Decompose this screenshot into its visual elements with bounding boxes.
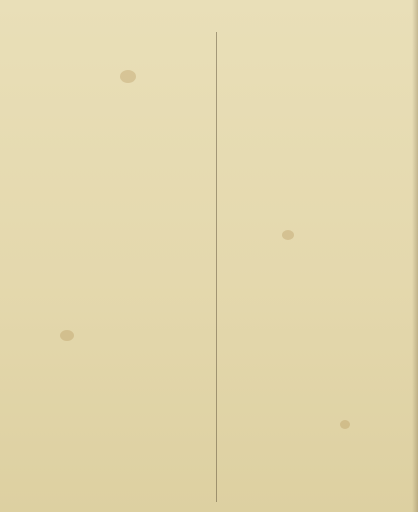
text-line xyxy=(34,105,212,115)
text-line xyxy=(34,353,212,363)
text-line xyxy=(34,124,212,134)
text-line xyxy=(34,214,212,224)
text-line xyxy=(222,229,408,239)
text-line xyxy=(34,413,212,423)
text-line xyxy=(222,467,408,477)
text-line xyxy=(222,90,408,100)
text-line xyxy=(34,164,212,174)
text-line xyxy=(34,154,212,164)
text-line xyxy=(34,303,212,313)
text-line xyxy=(222,328,408,338)
text-line xyxy=(222,199,408,209)
text-line xyxy=(222,378,408,388)
text-line xyxy=(34,55,212,65)
text-line xyxy=(222,179,408,189)
text-line xyxy=(34,423,212,433)
text-line xyxy=(34,244,212,254)
text-line xyxy=(222,298,408,308)
text-line xyxy=(222,129,408,139)
text-line xyxy=(34,442,212,452)
text-line xyxy=(34,85,212,95)
text-line xyxy=(34,403,212,413)
text-line xyxy=(34,343,212,353)
text-line xyxy=(222,368,408,378)
text-line xyxy=(222,30,408,40)
text-line xyxy=(34,383,212,393)
text-line xyxy=(34,75,212,85)
text-line xyxy=(222,269,408,279)
text-line xyxy=(222,398,408,408)
text-line xyxy=(222,437,408,447)
text-line xyxy=(222,110,408,120)
text-line xyxy=(222,457,408,467)
text-line xyxy=(222,80,408,90)
text-line xyxy=(222,447,408,457)
column-divider xyxy=(216,32,217,502)
text-line xyxy=(34,224,212,234)
text-line xyxy=(222,487,408,496)
text-line xyxy=(222,119,408,129)
text-line xyxy=(34,234,212,244)
text-line xyxy=(34,363,212,373)
text-line xyxy=(34,323,212,333)
page-edge-shadow xyxy=(412,0,418,512)
text-line xyxy=(222,318,408,328)
text-line xyxy=(222,477,408,487)
text-line xyxy=(34,274,212,284)
text-line xyxy=(34,174,212,184)
text-line xyxy=(222,239,408,249)
text-line xyxy=(222,418,408,428)
text-line xyxy=(34,462,212,472)
text-line xyxy=(222,338,408,348)
text-line xyxy=(34,35,212,45)
text-line xyxy=(222,189,408,199)
text-line xyxy=(34,115,212,125)
text-line xyxy=(222,348,408,358)
text-line xyxy=(34,204,212,214)
text-line xyxy=(34,45,212,55)
text-line xyxy=(222,139,408,149)
text-line xyxy=(34,144,212,154)
text-line xyxy=(222,249,408,259)
text-line xyxy=(222,278,408,288)
text-line xyxy=(222,100,408,110)
text-line xyxy=(222,169,408,179)
text-line xyxy=(222,40,408,50)
text-line xyxy=(222,288,408,298)
left-column xyxy=(34,35,212,501)
text-line xyxy=(34,95,212,105)
text-line xyxy=(222,408,408,418)
text-line xyxy=(222,159,408,169)
text-line xyxy=(34,472,212,482)
text-line xyxy=(34,313,212,323)
text-line xyxy=(222,70,408,80)
text-line xyxy=(222,428,408,438)
text-line xyxy=(34,194,212,204)
text-line xyxy=(34,433,212,443)
text-line xyxy=(34,293,212,303)
text-line xyxy=(222,60,408,70)
text-line xyxy=(34,393,212,403)
text-line xyxy=(222,259,408,269)
text-line xyxy=(222,50,408,60)
text-line xyxy=(34,184,212,194)
text-line xyxy=(222,308,408,318)
text-line xyxy=(34,492,212,501)
text-line xyxy=(34,283,212,293)
text-line xyxy=(222,149,408,159)
text-line xyxy=(34,134,212,144)
text-line xyxy=(34,373,212,383)
text-line xyxy=(34,482,212,492)
text-line xyxy=(222,358,408,368)
text-line xyxy=(222,219,408,229)
text-line xyxy=(34,264,212,274)
text-line xyxy=(34,65,212,75)
text-line xyxy=(222,209,408,219)
text-line xyxy=(34,452,212,462)
right-column xyxy=(222,30,408,496)
text-line xyxy=(222,388,408,398)
text-line xyxy=(34,333,212,343)
text-line xyxy=(34,254,212,264)
